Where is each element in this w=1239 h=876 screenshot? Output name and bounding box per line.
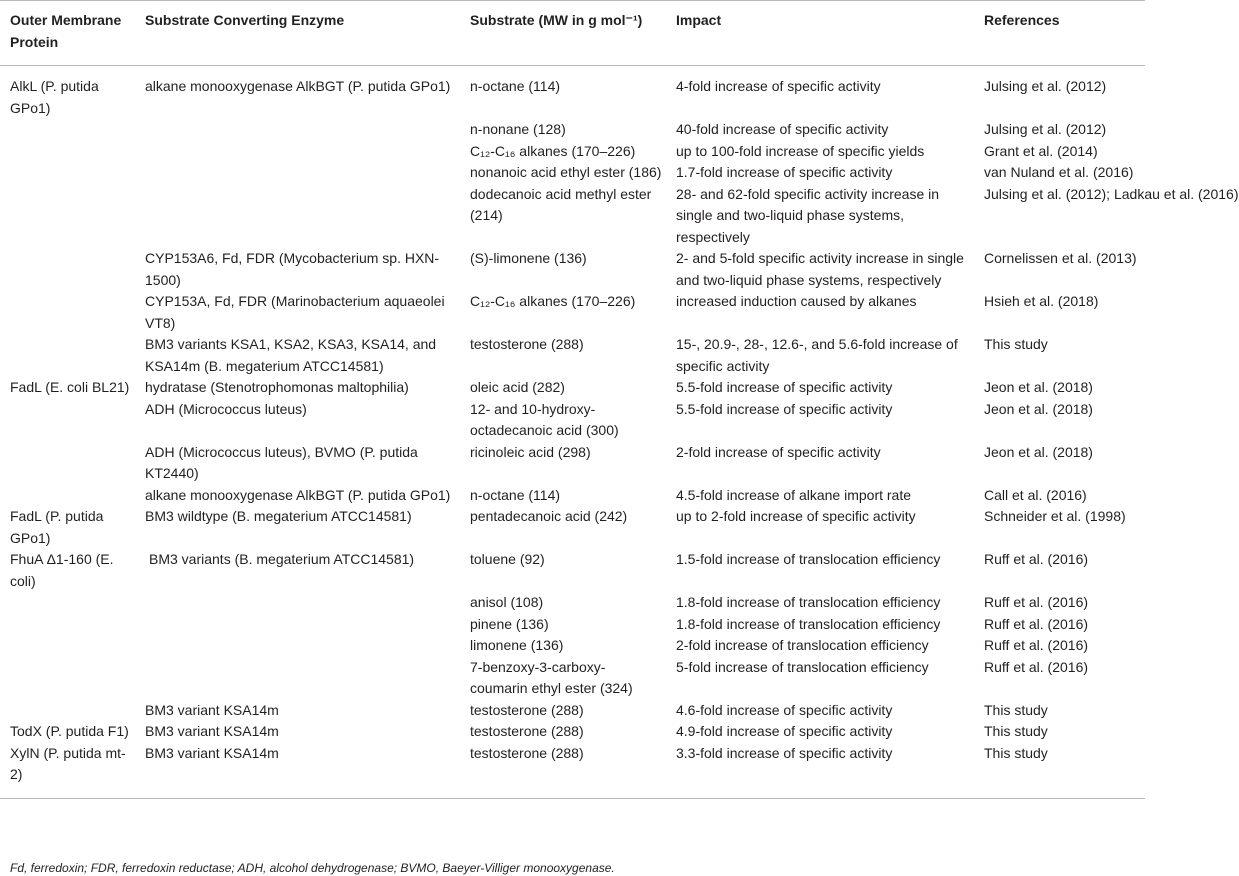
table-row (0, 592, 1145, 614)
table-row (0, 635, 1145, 657)
cell-substrate: testosterone (288) (470, 723, 584, 739)
cell-impact: 3.3-fold increase of specific activity (666, 743, 974, 799)
cell-omp: FadL (P. putida GPo1) (10, 508, 104, 546)
cell-impact: up to 2-fold increase of specific activity (676, 508, 916, 524)
cell-impact: 2-fold increase of translocation efficiency (676, 637, 929, 653)
cell-enzyme (135, 592, 460, 614)
cell-substrate: anisol (108) (470, 594, 544, 610)
cell-omp (0, 184, 135, 249)
cell-enzyme: ADH (Micrococcus luteus), BVMO (P. putida KT2440) (145, 443, 418, 481)
cell-ref: Jeon et al. (2018) (984, 379, 1093, 395)
cell-omp: FadL (E. coli BL21) (10, 379, 130, 395)
cell-omp (0, 248, 135, 291)
cell-impact: 1.7-fold increase of specific activity (676, 164, 893, 180)
cell-enzyme: BM3 wildtype (B. megaterium ATCC14581) (145, 508, 412, 524)
cell-omp (0, 399, 135, 442)
table-row (0, 506, 1145, 549)
cell-omp: XylN (P. putida mt-2) (0, 743, 135, 799)
cell-omp (0, 592, 135, 614)
cell-enzyme (135, 119, 460, 141)
cell-ref: Ruff et al. (2016) (984, 658, 1089, 675)
cell-enzyme: hydratase (Stenotrophomonas maltophilia) (145, 379, 409, 395)
cell-substrate: testosterone (288) (470, 701, 584, 718)
cell-enzyme: CYP153A6, Fd, FDR (Mycobacterium sp. HXN-1500) (145, 250, 440, 288)
cell-omp (0, 141, 135, 163)
cell-substrate: toluene (92) (470, 551, 545, 567)
cell-omp (0, 635, 135, 657)
cell-impact: up to 100-fold increase of specific yields (676, 142, 925, 159)
cell-enzyme (135, 657, 460, 700)
table-row (0, 614, 1145, 636)
table-row (0, 442, 1145, 485)
cell-substrate: n-octane (114) (470, 486, 561, 503)
cell-enzyme (135, 184, 460, 249)
cell-impact: increased induction caused by alkanes (676, 293, 917, 309)
cell-substrate: 12- and 10-hydroxy-octadecanoic acid (300) (470, 400, 619, 438)
cell-enzyme (135, 614, 460, 636)
cell-substrate: (S)-limonene (136) (470, 250, 587, 266)
cell-omp: AlkL (P. putida GPo1) (10, 78, 99, 116)
cell-ref: Schneider et al. (1998) (984, 508, 1126, 524)
cell-impact: 28- and 62-fold specific activity increase in single and two-liquid phase systems, respectively (676, 185, 940, 245)
cell-ref: Grant et al. (2014) (984, 142, 1098, 159)
cell-ref: van Nuland et al. (2016) (984, 164, 1134, 180)
table-row (0, 721, 1145, 743)
cell-substrate: limonene (136) (470, 637, 564, 653)
cell-omp (0, 442, 135, 485)
table-row (0, 485, 1145, 507)
cell-enzyme: BM3 variants (B. megaterium ATCC14581) (149, 551, 415, 567)
table-row (0, 549, 1145, 592)
cell-ref: Jeon et al. (2018) (984, 400, 1093, 417)
cell-omp (0, 657, 135, 700)
cell-omp (0, 700, 135, 722)
cell-substrate: testosterone (288) (470, 336, 584, 352)
table-row (0, 119, 1145, 141)
cell-omp (0, 162, 135, 184)
cell-omp (0, 614, 135, 636)
cell-ref: This study (984, 336, 1048, 352)
cell-substrate: testosterone (288) (460, 743, 666, 799)
table-row (0, 66, 1145, 120)
cell-enzyme (135, 162, 460, 184)
cell-omp (0, 485, 135, 507)
table-row (0, 377, 1145, 399)
cell-substrate: pinene (136) (470, 615, 549, 632)
cell-impact: 1.5-fold increase of translocation efficiency (676, 551, 941, 567)
header-impact: Impact (666, 1, 974, 66)
header-substrate: Substrate (MW in g mol⁻¹) (460, 1, 666, 66)
cell-substrate: n-octane (114) (470, 78, 561, 94)
header-omp: Outer Membrane Protein (0, 1, 135, 66)
table-row (0, 334, 1145, 377)
cell-ref: Call et al. (2016) (984, 486, 1087, 503)
cell-impact: 4.5-fold increase of alkane import rate (676, 486, 912, 503)
cell-ref: Julsing et al. (2012) (984, 121, 1107, 137)
cell-impact: 1.8-fold increase of translocation efficiency (676, 594, 941, 610)
cell-enzyme: alkane monooxygenase AlkBGT (P. putida GPo1) (145, 486, 451, 503)
cell-impact: 2- and 5-fold specific activity increase in single and two-liquid phase systems, respectively (676, 250, 964, 288)
cell-impact: 5-fold increase of translocation efficiency (676, 658, 929, 675)
cell-impact: 40-fold increase of specific activity (676, 121, 889, 137)
cell-ref: Hsieh et al. (2018) (984, 293, 1099, 309)
table-row (0, 743, 1145, 799)
cell-substrate: ricinoleic acid (298) (470, 443, 591, 460)
cell-ref: This study (984, 701, 1048, 718)
table-row (0, 399, 1145, 442)
cell-impact: 1.8-fold increase of translocation efficiency (676, 615, 941, 632)
cell-enzyme (135, 635, 460, 657)
table-row (0, 657, 1145, 700)
cell-omp (0, 291, 135, 334)
cell-enzyme: BM3 variant KSA14m (135, 743, 460, 799)
table-row (0, 141, 1145, 163)
cell-impact: 15-, 20.9-, 28-, 12.6-, and 5.6-fold increase of specific activity (676, 336, 958, 374)
cell-enzyme (135, 141, 460, 163)
table-body (0, 66, 1239, 799)
cell-ref: Cornelissen et al. (2013) (984, 250, 1137, 266)
cell-ref: Julsing et al. (2012); Ladkau et al. (2016) (984, 185, 1239, 202)
cell-substrate: nonanoic acid ethyl ester (186) (470, 164, 662, 180)
cell-enzyme: BM3 variants KSA1, KSA2, KSA3, KSA14, and KSA14m (B. megaterium ATCC14581) (145, 336, 437, 374)
cell-ref: Ruff et al. (2016) (984, 551, 1089, 567)
cell-impact: 4-fold increase of specific activity (676, 78, 881, 94)
header-enzyme: Substrate Converting Enzyme (135, 1, 460, 66)
cell-impact: 2-fold increase of specific activity (676, 443, 881, 460)
cell-omp (0, 119, 135, 141)
cell-substrate: C₁₂-C₁₆ alkanes (170–226) (470, 142, 636, 159)
cell-substrate: C₁₂-C₁₆ alkanes (170–226) (470, 293, 636, 309)
cell-impact: 4.9-fold increase of specific activity (676, 723, 893, 739)
cell-omp (0, 334, 135, 377)
cell-ref: Ruff et al. (2016) (984, 594, 1089, 610)
cell-ref: Ruff et al. (2016) (984, 637, 1089, 653)
cell-ref: This study (984, 723, 1048, 739)
table-header (0, 1, 1145, 66)
table-row (0, 184, 1145, 249)
cell-impact: 4.6-fold increase of specific activity (676, 701, 893, 718)
cell-ref: Ruff et al. (2016) (984, 615, 1089, 632)
cell-ref: This study (974, 743, 1145, 799)
cell-enzyme: BM3 variant KSA14m (145, 723, 279, 739)
cell-enzyme: CYP153A, Fd, FDR (Marinobacterium aquaeolei VT8) (145, 293, 445, 331)
cell-ref: Julsing et al. (2012) (984, 78, 1107, 94)
cell-enzyme: alkane monooxygenase AlkBGT (P. putida GPo1) (145, 78, 451, 94)
table-footnote: Fd, ferredoxin; FDR, ferredoxin reductase; ADH, alcohol dehydrogenase; BVMO, Baeyer-Villiger monooxygenase. (10, 861, 615, 875)
table-row (0, 700, 1145, 722)
cell-substrate: oleic acid (282) (470, 379, 565, 395)
table-row (0, 291, 1145, 334)
cell-substrate: pentadecanoic acid (242) (470, 508, 628, 524)
cell-omp: FhuA Δ1-160 (E. coli) (10, 551, 114, 589)
cell-enzyme: ADH (Micrococcus luteus) (145, 400, 307, 417)
cell-substrate: dodecanoic acid methyl ester (214) (470, 185, 652, 223)
cell-substrate: 7-benzoxy-3-carboxy-coumarin ethyl ester (324) (470, 658, 633, 696)
cell-ref: Jeon et al. (2018) (984, 443, 1093, 460)
cell-enzyme: BM3 variant KSA14m (145, 701, 279, 718)
table-row (0, 248, 1145, 291)
cell-omp: TodX (P. putida F1) (10, 723, 129, 739)
cell-impact: 5.5-fold increase of specific activity (676, 379, 893, 395)
header-references: References (974, 1, 1145, 66)
cell-impact: 5.5-fold increase of specific activity (676, 400, 893, 417)
table-row (0, 162, 1145, 184)
cell-substrate: n-nonane (128) (470, 121, 566, 137)
